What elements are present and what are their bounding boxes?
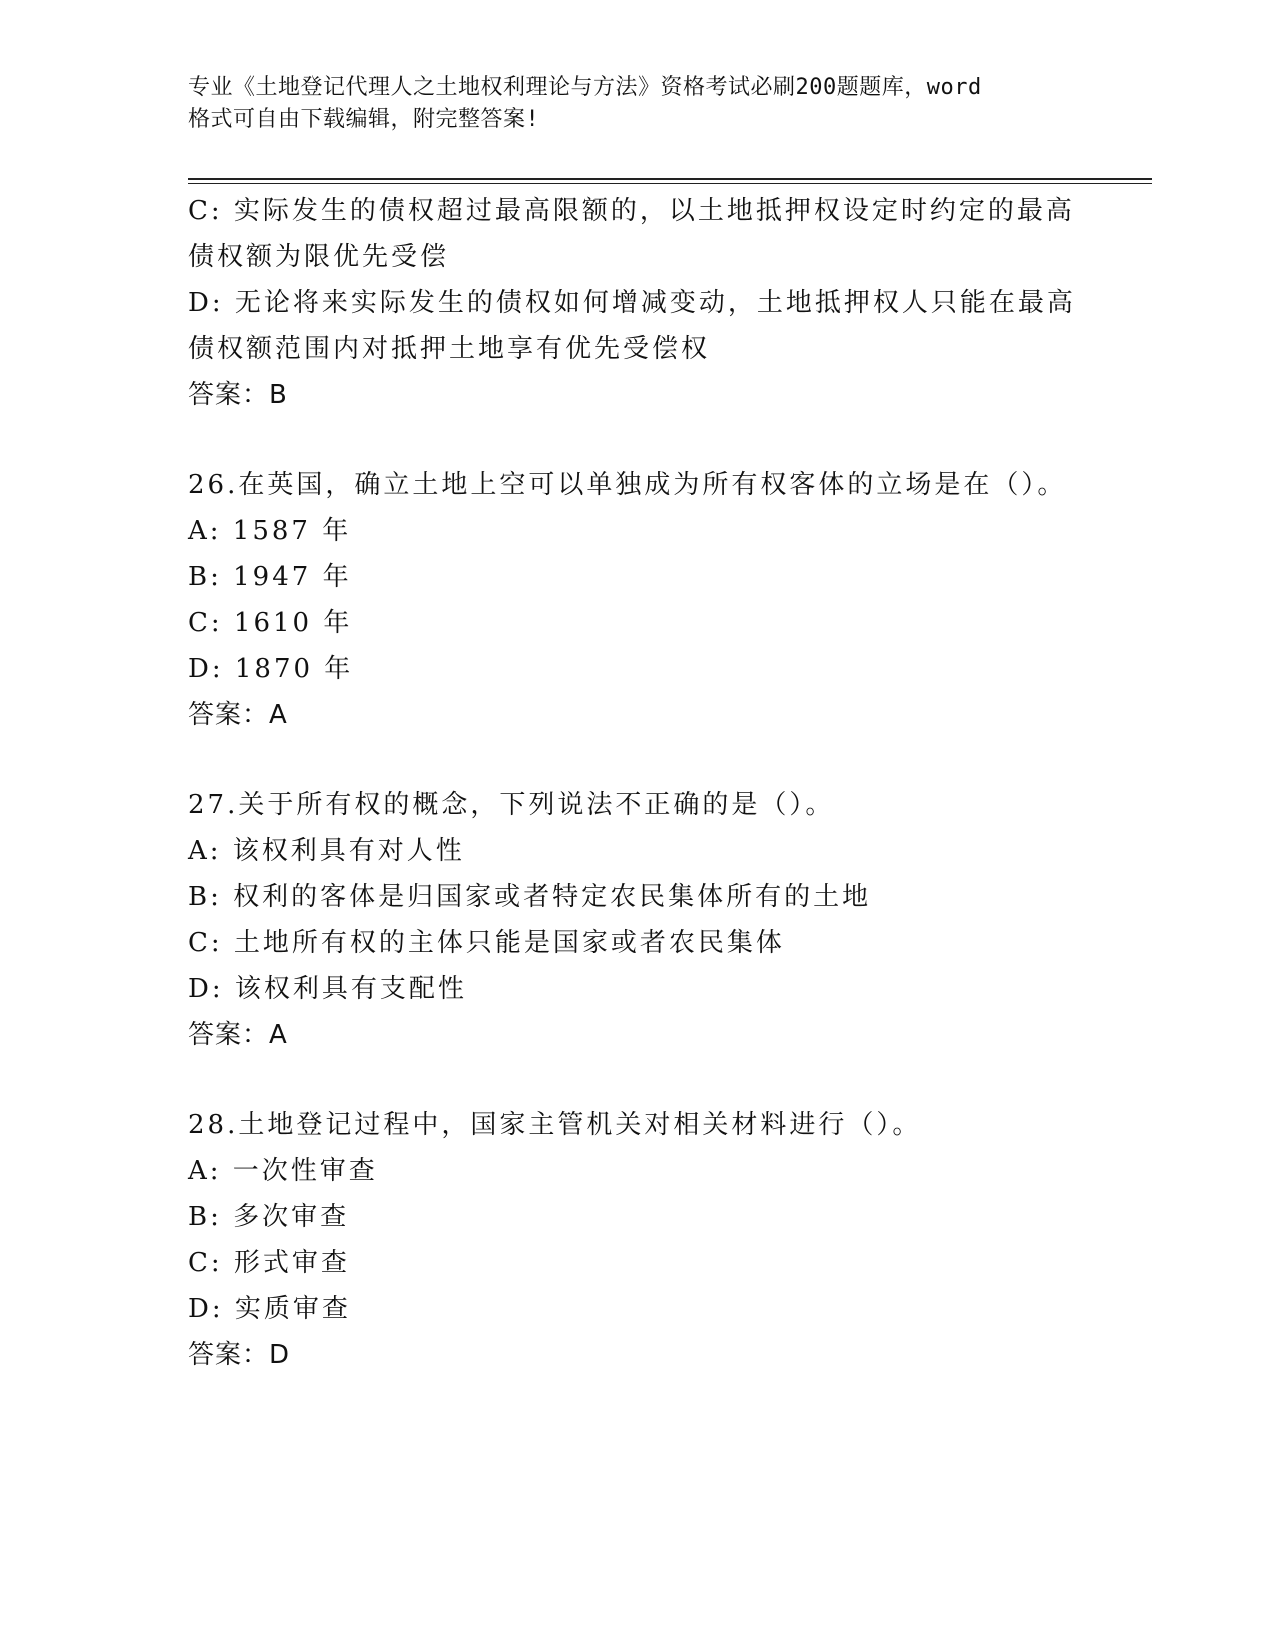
option-b: B: 多次审查 [188,1202,350,1232]
question-stem: 28.土地登记过程中，国家主管机关对相关材料进行（）。 [188,1110,922,1140]
option-d: D: 1870 年 [188,654,354,684]
option-a: A: 该权利具有对人性 [188,836,465,866]
option-b: B: 权利的客体是归国家或者特定农民集体所有的土地 [188,882,872,912]
option-c: C: 1610 年 [188,608,353,638]
spacer [188,418,1088,462]
option-c-line-2: 债权额为限优先受偿 [188,242,450,272]
spacer [188,738,1088,782]
question-content [188,188,1088,1378]
header-divider-thin [188,183,1152,184]
answer-label: 答案：B [188,380,288,410]
option-d: D: 实质审查 [188,1294,351,1324]
question-26 [188,462,1088,738]
option-d-line-1: D: 无论将来实际发生的债权如何增减变动，土地抵押权人只能在最高 [188,288,1076,318]
option-d-line-2: 债权额范围内对抵押土地享有优先受偿权 [188,334,711,364]
option-d: D: 该权利具有支配性 [188,974,467,1004]
header-line-2: 格式可自由下载编辑，附完整答案! [188,107,540,132]
option-a: A: 1587 年 [188,516,352,546]
option-a: A: 一次性审查 [188,1156,378,1186]
page-header [188,72,1088,136]
option-c-line-1: C: 实际发生的债权超过最高限额的，以土地抵押权设定时约定的最高 [188,196,1075,226]
continued-question [188,188,1088,418]
question-27 [188,782,1088,1058]
option-c: C: 形式审查 [188,1248,350,1278]
question-stem: 26.在英国，确立土地上空可以单独成为所有权客体的立场是在（）。 [188,470,1067,500]
answer-label: 答案：A [188,1020,288,1050]
header-divider-thick [188,178,1152,180]
question-stem: 27.关于所有权的概念，下列说法不正确的是（）。 [188,790,835,820]
spacer [188,1058,1088,1102]
answer-label: 答案：D [188,1340,291,1370]
option-b: B: 1947 年 [188,562,352,592]
answer-label: 答案：A [188,700,288,730]
option-c: C: 土地所有权的主体只能是国家或者农民集体 [188,928,785,958]
question-28 [188,1102,1088,1378]
header-line-1: 专业《土地登记代理人之土地权利理论与方法》资格考试必刷200题题库，word [188,75,982,100]
